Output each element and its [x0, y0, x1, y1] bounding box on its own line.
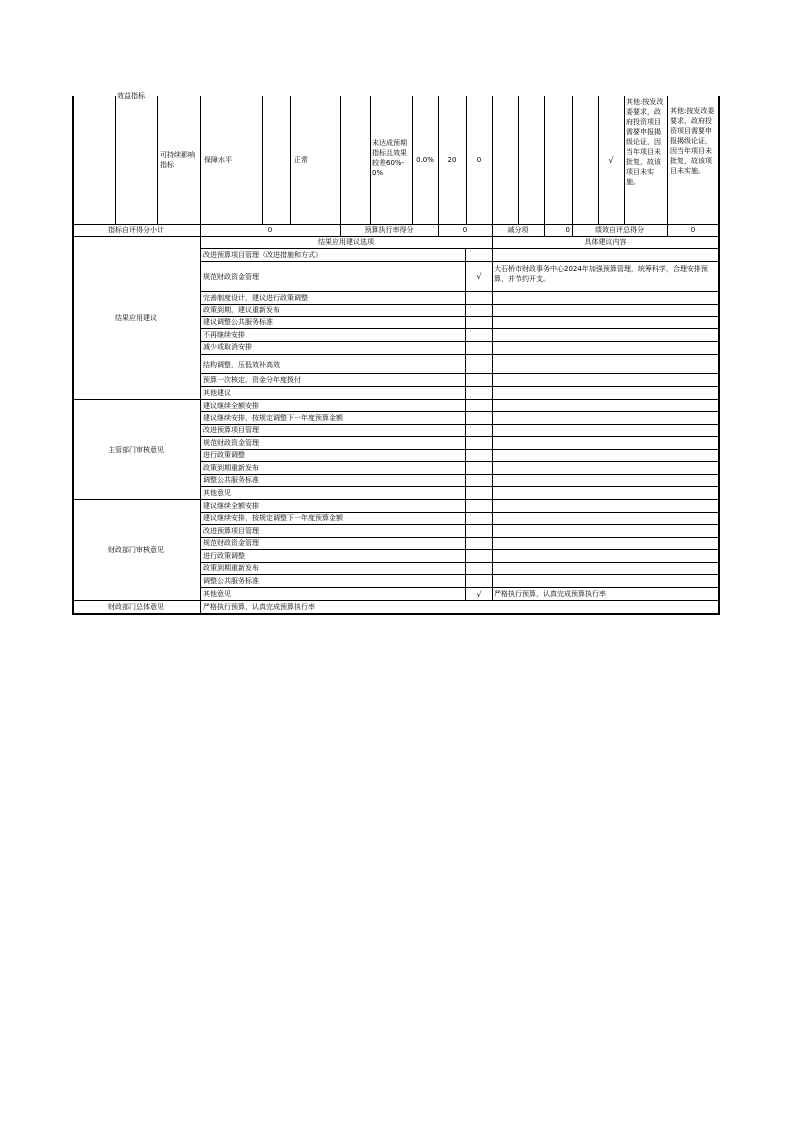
suggestion-content: 严格执行预算，认真完成预算执行率 [494, 590, 606, 598]
option-text: 政策到期，建议重新发布 [203, 306, 280, 314]
option-text: 政策到期重新发布 [203, 464, 259, 472]
grid-line [200, 316, 720, 317]
grid-line [157, 96, 158, 224]
grid-line [200, 328, 720, 329]
grid-line [262, 96, 263, 224]
deviation-reason-1: 其他:按发改委要求，政府投资项目需要申报揭级论证，因当年项目未批复，故该项目未实施。 [626, 98, 664, 186]
grid-line [200, 587, 720, 588]
total-score-label: 绩效自评总得分 [595, 226, 644, 234]
actual-value: 未达成预期指标且效果较差60%-0% [372, 139, 407, 177]
grid-line [200, 449, 720, 450]
deviation-reason-2: 其他:按发改委要求，政府投资项目需要申报揭级论证，因当年项目未批复，故该项目未实施。 [670, 107, 715, 175]
self-score-value: 0 [267, 226, 273, 234]
option-text: 调整公共服务标准 [203, 476, 259, 484]
grid-line [200, 261, 720, 262]
option-text: 结构调整，压低效补高效 [203, 361, 280, 369]
option-text: 规范财政资金管理 [203, 273, 259, 281]
grid-line [200, 304, 720, 305]
option-text: 不再继续安排 [203, 331, 245, 339]
grid-line [544, 96, 545, 224]
grid-line [72, 236, 720, 237]
options-header: 结果应用建议选项 [318, 238, 374, 246]
grid-line [200, 486, 720, 487]
grid-line [200, 549, 720, 550]
result-application-label: 结果应用建议 [115, 314, 157, 322]
option-text: 进行政策调整 [203, 552, 245, 560]
option-text: 完善制度设计，建议进行政策调整 [203, 294, 308, 302]
finance-overall-content: 严格执行预算，认真完成预算执行率 [203, 603, 315, 611]
option-check-mark: √ [476, 590, 482, 599]
grid-line [200, 386, 720, 387]
option-text: 调整公共服务标准 [203, 577, 259, 585]
completion-rate: 0.0% [416, 156, 434, 164]
self-score-label: 指标自评得分小计 [108, 226, 164, 234]
grid-line [290, 96, 291, 224]
option-text: 进行政策调整 [203, 451, 245, 459]
table-bottom-border [72, 613, 720, 615]
deduct-value: 0 [565, 226, 570, 234]
grid-line [200, 461, 720, 462]
grid-line [624, 96, 625, 224]
grid-line [200, 562, 720, 563]
level3-indicator-label: 保障水平 [204, 156, 232, 164]
reason-check-mark: √ [608, 156, 614, 165]
weight-value: 20 [447, 156, 457, 164]
budget-score-label: 预算执行率得分 [364, 226, 414, 234]
option-text: 建议继续安排，按规定调整下一年度预算金额 [203, 414, 343, 422]
level2-indicator-label: 可持续影响指标 [160, 151, 195, 169]
grid-line [200, 373, 720, 374]
target-value: 正常 [294, 156, 308, 164]
option-text: 改进预算项目管理（改进措施和方式） [203, 251, 322, 259]
score-value: 0 [476, 156, 482, 164]
suggestion-content: 大石桥市财政事务中心2024年加强预算管理，统筹科学，合理安排预算，并节约开支。 [494, 265, 708, 283]
option-text: 规范财政资金管理 [203, 439, 259, 447]
grid-line [72, 399, 720, 400]
grid-line [72, 600, 720, 601]
grid-line [200, 436, 720, 437]
option-text: 建议继续全额安排 [203, 402, 259, 410]
option-text: 建议调整公共服务标准 [203, 318, 273, 326]
grid-line [115, 96, 116, 224]
content-header: 具体建议内容 [584, 238, 627, 246]
grid-line [370, 96, 371, 224]
grid-line [72, 499, 720, 500]
grid-line [200, 512, 720, 513]
grid-line [200, 574, 720, 575]
grid-line [200, 248, 720, 249]
budget-score-value: 0 [462, 226, 468, 234]
grid-line [200, 354, 720, 355]
table-left-border [72, 96, 74, 615]
grid-line [572, 96, 573, 224]
grid-line [200, 411, 720, 412]
option-text: 其他意见 [203, 590, 231, 598]
deduct-label: 减分项 [507, 226, 529, 234]
option-text: 其他建议 [203, 389, 231, 397]
level1-indicator-label: 效益指标 [117, 92, 145, 100]
grid-line [200, 236, 201, 614]
option-text: 建议继续全额安排 [203, 502, 259, 510]
finance-review-label: 财政部门审核意见 [108, 546, 164, 554]
grid-line [518, 96, 519, 224]
grid-line [200, 341, 720, 342]
option-text: 规范财政资金管理 [203, 539, 259, 547]
grid-line [200, 96, 201, 224]
option-text: 其他意见 [203, 489, 231, 497]
grid-line [200, 537, 720, 538]
option-check-mark: √ [476, 272, 482, 281]
total-score-value: 0 [690, 226, 696, 234]
option-text: 建议继续安排，按规定调整下一年度预算金额 [203, 514, 343, 522]
grid-line [200, 291, 720, 292]
option-text: 改进预算项目管理 [203, 426, 259, 434]
grid-line [200, 524, 720, 525]
option-text: 改进预算项目管理 [203, 527, 259, 535]
option-text: 预算一次核定、资金分年度拨付 [203, 376, 301, 384]
grid-line [340, 96, 341, 224]
grid-line [667, 96, 668, 224]
option-text: 政策到期重新发布 [203, 564, 259, 572]
grid-line [200, 474, 720, 475]
grid-line [200, 424, 720, 425]
department-review-label: 主管部门审核意见 [108, 446, 164, 454]
finance-overall-label: 财政部门总体意见 [108, 603, 164, 611]
option-text: 减少或取消安排 [203, 343, 252, 351]
grid-line [72, 224, 720, 225]
grid-line [492, 96, 493, 224]
